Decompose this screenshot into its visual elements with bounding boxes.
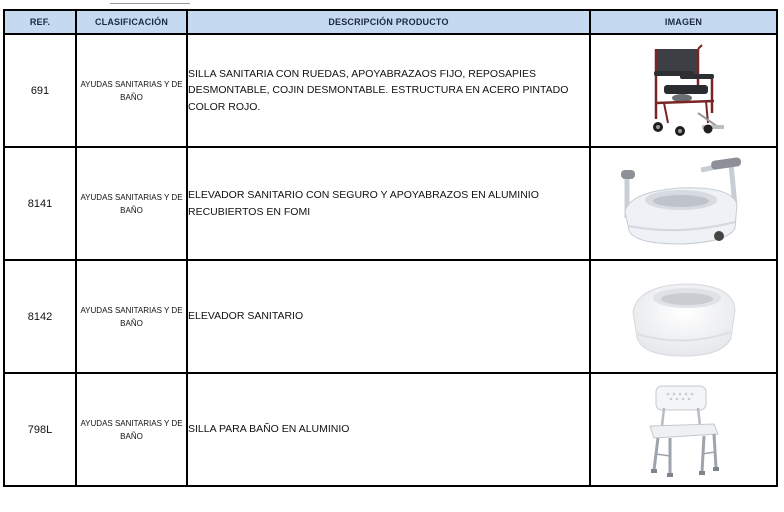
shower-chair-image [644, 382, 724, 478]
ref-cell: 691 [4, 34, 76, 147]
header-row [4, 10, 777, 34]
imagen-cell [590, 34, 777, 147]
top-border-fragment [110, 0, 190, 4]
imagen-cell [590, 147, 777, 260]
product-table [3, 9, 778, 487]
commode-wheelchair-image [634, 41, 734, 141]
imagen-cell [590, 260, 777, 373]
table-row [4, 147, 777, 260]
header-imagen: IMAGEN [590, 10, 777, 34]
ref-cell: 8141 [4, 147, 76, 260]
clasificacion-cell: AYUDAS SANITARIAS Y DE BAÑO [76, 260, 187, 373]
header-ref: REF. [4, 10, 76, 34]
clasificacion-cell: AYUDAS SANITARIAS Y DE BAÑO [76, 147, 187, 260]
ref-cell: 798L [4, 373, 76, 486]
clasificacion-cell: AYUDAS SANITARIAS Y DE BAÑO [76, 34, 187, 147]
descripcion-cell: ELEVADOR SANITARIO [187, 260, 590, 373]
imagen-cell [590, 373, 777, 486]
table-row [4, 373, 777, 486]
table-row [4, 260, 777, 373]
raised-toilet-seat-armrests-image [619, 156, 749, 252]
clasificacion-cell: AYUDAS SANITARIAS Y DE BAÑO [76, 373, 187, 486]
ref-cell: 8142 [4, 260, 76, 373]
descripcion-cell: SILLA PARA BAÑO EN ALUMINIO [187, 373, 590, 486]
header-clasificacion: CLASIFICACIÓN [76, 10, 187, 34]
table-row [4, 34, 777, 147]
descripcion-cell: SILLA SANITARIA CON RUEDAS, APOYABRAZAOS FIJO, REPOSAPIES DESMONTABLE, COJIN DESMONTABLE. ESTRUCTURA EN ACERO PINTADO COLOR ROJO. [187, 34, 590, 147]
raised-toilet-seat-image [629, 272, 739, 362]
header-descripcion: DESCRIPCIÓN PRODUCTO [187, 10, 590, 34]
descripcion-cell: ELEVADOR SANITARIO CON SEGURO Y APOYABRAZOS EN ALUMINIO RECUBIERTOS EN FOMI [187, 147, 590, 260]
